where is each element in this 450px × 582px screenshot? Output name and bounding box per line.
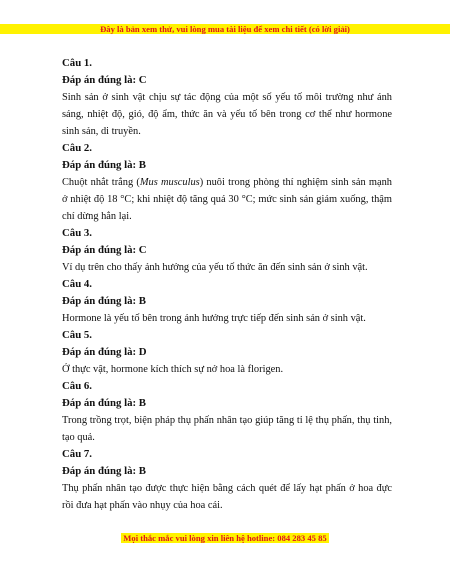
question-item xyxy=(62,378,392,446)
question-item xyxy=(62,225,392,276)
explanation-text-part: ) nuôi trong phòng thí nghiệm sinh sản mạnh ở nhiệt độ 18 °C; khi nhiệt độ tăng quá 30 °C; mức sinh sản giảm xuống, thậm chí dừng hẳn lại. xyxy=(62,177,392,222)
answer-line: Đáp án đúng là: B xyxy=(62,159,147,171)
question-item xyxy=(62,276,392,327)
explanation-text: Hormone là yếu tố bên trong ảnh hưởng trực tiếp đến sinh sản ở sinh vật. xyxy=(62,313,366,324)
answer-line: Đáp án đúng là: C xyxy=(62,74,147,86)
explanation-text-part: Chuột nhắt trắng ( xyxy=(62,177,140,188)
explanation-text: Sinh sản ở sinh vật chịu sự tác động của một số yếu tố môi trường như ánh sáng, nhiệt độ, gió, độ ẩm, thức ăn và yếu tố bên trong cơ thể như hormone sinh sản, di truyền. xyxy=(62,92,392,137)
explanation-text: Trong trồng trọt, biện pháp thụ phấn nhân tạo giúp tăng tỉ lệ thụ phấn, thụ tinh, tạo quả. xyxy=(62,415,392,443)
answer-line: Đáp án đúng là: B xyxy=(62,397,147,409)
preview-notice-banner xyxy=(0,24,450,34)
question-item xyxy=(62,55,392,140)
answer-line: Đáp án đúng là: D xyxy=(62,346,147,358)
question-title: Câu 6. xyxy=(62,380,92,392)
question-item xyxy=(62,140,392,225)
question-item xyxy=(62,446,392,514)
explanation-text: Ở thực vật, hormone kích thích sự nở hoa là florigen. xyxy=(62,364,284,375)
question-title: Câu 4. xyxy=(62,278,92,290)
explanation-text: Thụ phấn nhân tạo được thực hiện bằng cách quét để lấy hạt phấn ở hoa đực rồi đưa hạt phấn vào nhụy của hoa cái. xyxy=(62,483,392,511)
answer-key-content xyxy=(62,55,392,514)
preview-notice-text: Đây là bản xem thử, vui lòng mua tài liệu để xem chi tiết (có lời giải) xyxy=(100,24,350,34)
question-title: Câu 3. xyxy=(62,227,92,239)
explanation-text xyxy=(62,174,392,225)
question-item xyxy=(62,327,392,378)
answer-line: Đáp án đúng là: B xyxy=(62,295,147,307)
question-title: Câu 2. xyxy=(62,142,92,154)
hotline-text: Mọi thắc mắc vui lòng xin liên hệ hotline: 084 283 45 85 xyxy=(123,533,327,543)
answer-line: Đáp án đúng là: B xyxy=(62,465,147,477)
hotline-footer xyxy=(0,533,450,543)
question-title: Câu 5. xyxy=(62,329,92,341)
question-title: Câu 1. xyxy=(62,57,92,69)
explanation-text: Ví dụ trên cho thấy ảnh hưởng của yếu tố thức ăn đến sinh sản ở sinh vật. xyxy=(62,262,368,273)
question-title: Câu 7. xyxy=(62,448,92,460)
answer-line: Đáp án đúng là: C xyxy=(62,244,147,256)
species-name: Mus musculus xyxy=(139,177,200,188)
